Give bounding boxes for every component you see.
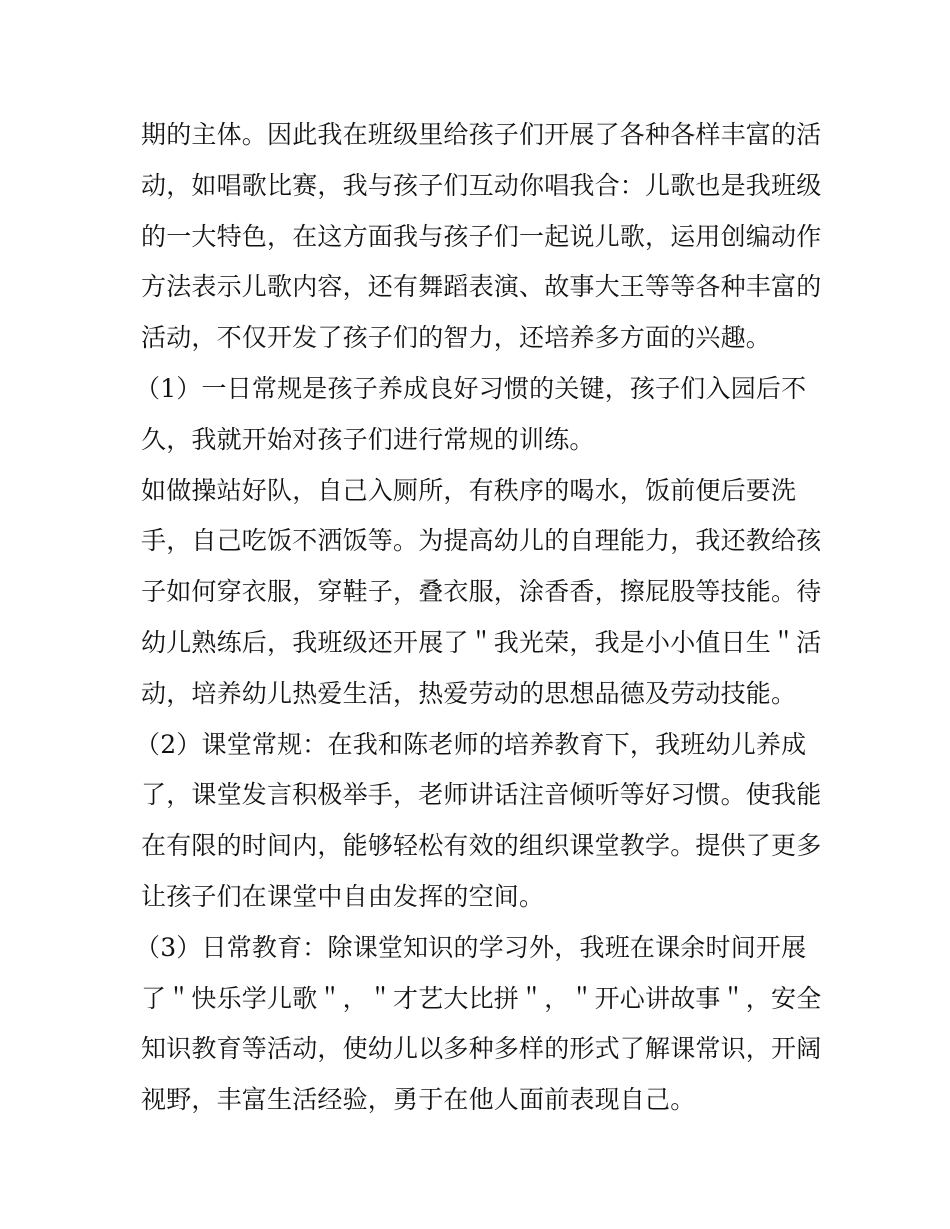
text-line-14: 了，课堂发言积极举手，老师讲话注音倾听等好习惯。使我能 — [141, 780, 822, 810]
text-line-19: 知识教育等活动，使幼儿以多种多样的形式了解课常识，开阔 — [141, 1034, 822, 1064]
text-line-15: 在有限的时间内，能够轻松有效的组织课堂教学。提供了更多 — [141, 831, 822, 861]
text-line-4: 方法表示儿歌内容，还有舞蹈表演、故事大王等等各种丰富的 — [141, 272, 822, 302]
text-line-20: 视野，丰富生活经验，勇于在他人面前表现自己。 — [141, 1085, 696, 1115]
text-line-12: 动，培养幼儿热爱生活，热爱劳动的思想品德及劳动技能。 — [141, 678, 797, 708]
text-line-9: 手，自己吃饭不洒饭等。为提高幼儿的自理能力，我还教给孩 — [141, 526, 822, 556]
body-text — [135, 110, 822, 1126]
text-line-6: （1）一日常规是孩子养成良好习惯的关键，孩子们入园后不 — [135, 373, 807, 403]
text-line-1: 期的主体。因此我在班级里给孩子们开展了各种各样丰富的活 — [141, 120, 822, 149]
text-line-13: （2）课堂常规：在我和陈老师的培养教育下，我班幼儿养成 — [135, 729, 807, 759]
text-line-2: 动，如唱歌比赛，我与孩子们互动你唱我合：儿歌也是我班级 — [141, 170, 822, 200]
text-line-5: 活动，不仅开发了孩子们的智力，还培养多方面的兴趣。 — [141, 323, 772, 353]
text-line-17: （3）日常教育：除课堂知识的学习外，我班在课余时间开展 — [135, 932, 807, 962]
text-line-11: 幼儿熟练后，我班级还开展了＂我光荣，我是小小值日生＂活 — [141, 627, 822, 657]
text-line-10: 子如何穿衣服，穿鞋子，叠衣服，涂香香，擦屁股等技能。待 — [141, 577, 822, 607]
text-line-3: 的一大特色，在这方面我与孩子们一起说儿歌，运用创编动作 — [141, 221, 822, 251]
text-line-16: 让孩子们在课堂中自由发挥的空间。 — [141, 881, 545, 911]
text-line-7: 久，我就开始对孩子们进行常规的训练。 — [141, 424, 595, 454]
text-line-8: 如做操站好队，自己入厕所，有秩序的喝水，饭前便后要洗 — [141, 475, 797, 505]
text-line-18: 了＂快乐学儿歌＂，＂才艺大比拼＂，＂开心讲故事＂，安全 — [141, 983, 822, 1013]
